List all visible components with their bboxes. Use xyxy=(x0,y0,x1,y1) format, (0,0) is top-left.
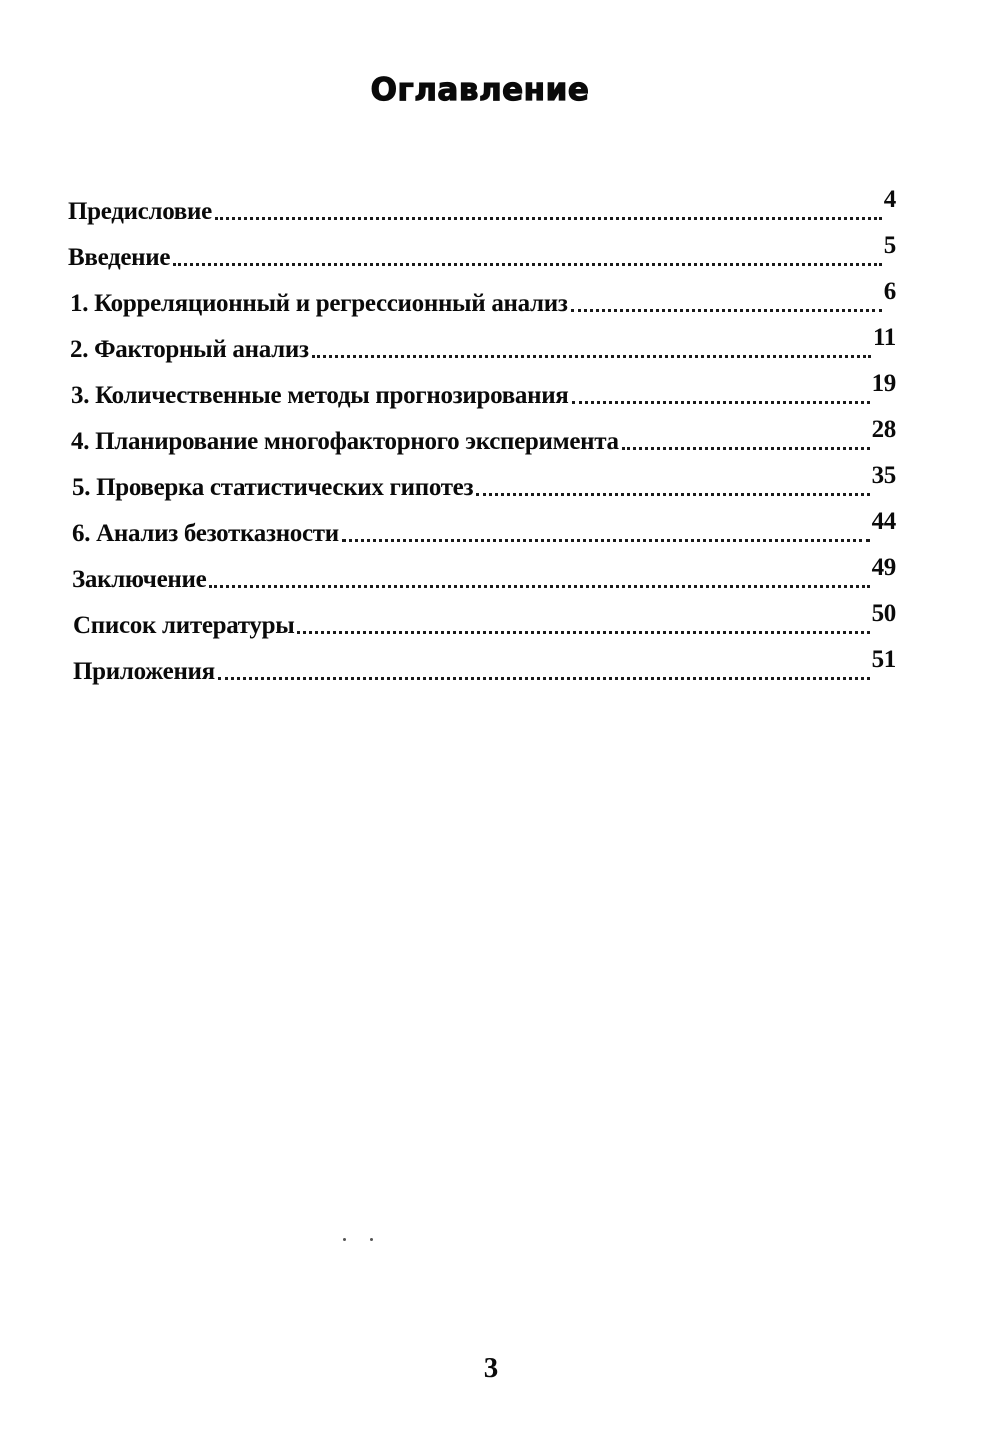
toc-entry[interactable] xyxy=(70,272,896,318)
toc-entry-label: 4. Планирование многофакторного эксперимента xyxy=(71,428,619,455)
toc-entry-page: 19 xyxy=(871,370,896,397)
toc-entry-page: 51 xyxy=(871,646,896,673)
toc-entry[interactable] xyxy=(72,502,896,548)
toc-entry[interactable] xyxy=(71,364,896,410)
dot-leader xyxy=(297,631,869,634)
toc-entry-page: 35 xyxy=(871,462,896,489)
toc-entry[interactable] xyxy=(72,456,896,502)
toc-entry-label: Заключение xyxy=(72,566,207,593)
page-title: Оглавление xyxy=(370,72,590,108)
toc-entry-label: 3. Количественные методы прогнозирования xyxy=(71,382,569,409)
dot-leader xyxy=(209,585,869,588)
toc-entry-label: Предисловие xyxy=(68,198,212,225)
scan-speck xyxy=(370,1238,373,1241)
toc-entry-label: 1. Корреляционный и регрессионный анализ xyxy=(70,290,568,317)
toc-entry-page: 6 xyxy=(883,278,896,305)
dot-leader xyxy=(572,401,870,404)
toc-entry[interactable] xyxy=(72,548,896,594)
dot-leader xyxy=(218,677,870,680)
toc-entry[interactable] xyxy=(70,318,896,364)
toc-entry-page: 50 xyxy=(871,600,896,627)
dot-leader xyxy=(312,355,871,358)
toc-entry-label: Приложения xyxy=(73,658,215,685)
toc-entry[interactable] xyxy=(71,410,896,456)
toc-entry[interactable] xyxy=(73,640,896,686)
dot-leader xyxy=(476,493,869,496)
toc-entry[interactable] xyxy=(73,594,896,640)
dot-leader xyxy=(571,309,882,312)
toc-entry[interactable] xyxy=(68,180,896,226)
dot-leader xyxy=(215,217,882,220)
toc-entry-page: 28 xyxy=(871,416,896,443)
dot-leader xyxy=(173,263,882,266)
page-number: 3 xyxy=(483,1352,499,1384)
table-of-contents xyxy=(68,180,896,686)
toc-entry-page: 11 xyxy=(872,324,896,351)
toc-entry-label: 2. Факторный анализ xyxy=(70,336,309,363)
scan-speck xyxy=(343,1238,346,1241)
toc-entry-page: 49 xyxy=(871,554,896,581)
toc-entry-label: Введение xyxy=(68,244,171,271)
toc-entry[interactable] xyxy=(68,226,896,272)
toc-entry-label: Список литературы xyxy=(73,612,295,639)
dot-leader xyxy=(342,539,870,542)
dot-leader xyxy=(622,447,870,450)
toc-entry-page: 5 xyxy=(883,232,896,259)
toc-entry-label: 6. Анализ безотказности xyxy=(72,520,339,547)
toc-entry-page: 44 xyxy=(871,508,896,535)
toc-entry-page: 4 xyxy=(883,186,896,213)
toc-entry-label: 5. Проверка статистических гипотез xyxy=(72,474,474,501)
